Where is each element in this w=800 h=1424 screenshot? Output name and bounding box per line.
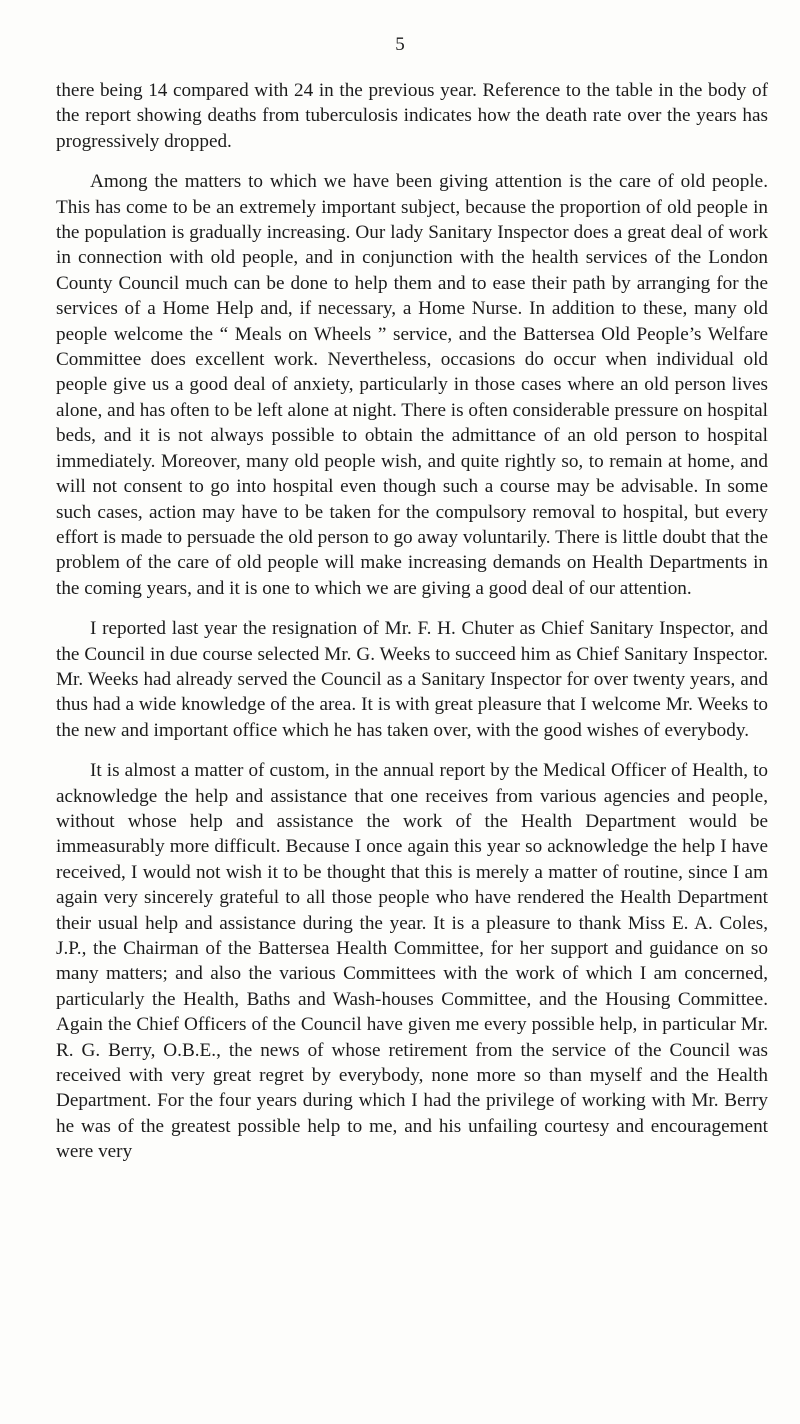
paragraph-sanitary-inspector: I reported last year the resignation of Mr. F. H. Chuter as Chief Sanitary Inspector, and the Council in due course selected Mr. G. Weeks to succeed him as Chief Sanitary Inspector. Mr. Weeks had already served the Council as a Sanitary Inspector for over twenty years, and thus had a wide knowledge of the area. It is with great pleasure that I welcome Mr. Weeks to the new and important office which he has taken over, with the good wishes of everybody. [56, 618, 768, 741]
paragraph-old-people: Among the matters to which we have been giving attention is the care of old people. This has come to be an extremely important subject, because the proportion of old people in the population is gradually increasing. Our lady Sanitary Inspector does a great deal of work in connection with old people, and in conjunction with the health services of the London County Council much can be done to help them and to ease their path by arranging for the services of a Home Help and, if necessary, a Home Nurse. In addition to these, many old people welcome the “ Meals on Wheels ” service, and the Battersea Old People’s Welfare Committee does excellent work. Nevertheless, occasions do occur when individual old people give us a good deal of anxiety, particularly in those cases where an old person lives alone, and has often to be left alone at night. There is often considerable pressure on hospital beds, and it is not always possible to obtain the admittance of an old person to hospital immediately. Moreover, many old people wish, and quite rightly so, to remain at home, and will not consent to go into hospital even though such a course may be advisable. In some such cases, action may have to be taken for the compulsory removal to hospital, but every effort is made to persuade the old person to go away voluntarily. There is little doubt that the problem of the care of old people will make increasing demands on Health Departments in the coming years, and it is one to which we are giving a good deal of our attention. [56, 171, 768, 599]
page-number: 5 [395, 34, 405, 55]
paragraph-acknowledgements: It is almost a matter of custom, in the annual report by the Medical Officer of Health, to acknowledge the help and assistance that one receives from various agencies and people, without whose help and assistance the work of the Health Department would be immeasurably more difficult. Because I once again this year so acknowledge the help I have received, I would not wish it to be thought that this is merely a matter of routine, since I am again very sincerely grateful to all those people who have rendered the Health Department their usual help and assistance during the year. It is a pleasure to thank Miss E. A. Coles, J.P., the Chairman of the Battersea Health Committee, for her support and guidance on so many matters; and also the various Committees with the work of which I am concerned, particularly the Health, Baths and Wash-houses Committee, and the Housing Committee. Again the Chief Officers of the Council have given me every possible help, in particular Mr. R. G. Berry, O.B.E., the news of whose retirement from the service of the Council was received with very great regret by everybody, none more so than myself and the Health Department. For the four years during which I had the privilege of working with Mr. Berry he was of the greatest possible help to me, and his unfailing courtesy and encouragement were very [56, 760, 768, 1163]
report-body [56, 78, 768, 1180]
paragraph-tuberculosis: there being 14 compared with 24 in the previous year. Reference to the table in the body of the report showing deaths from tuberculosis indicates how the death rate over the years has progressively dropped. [56, 80, 768, 152]
